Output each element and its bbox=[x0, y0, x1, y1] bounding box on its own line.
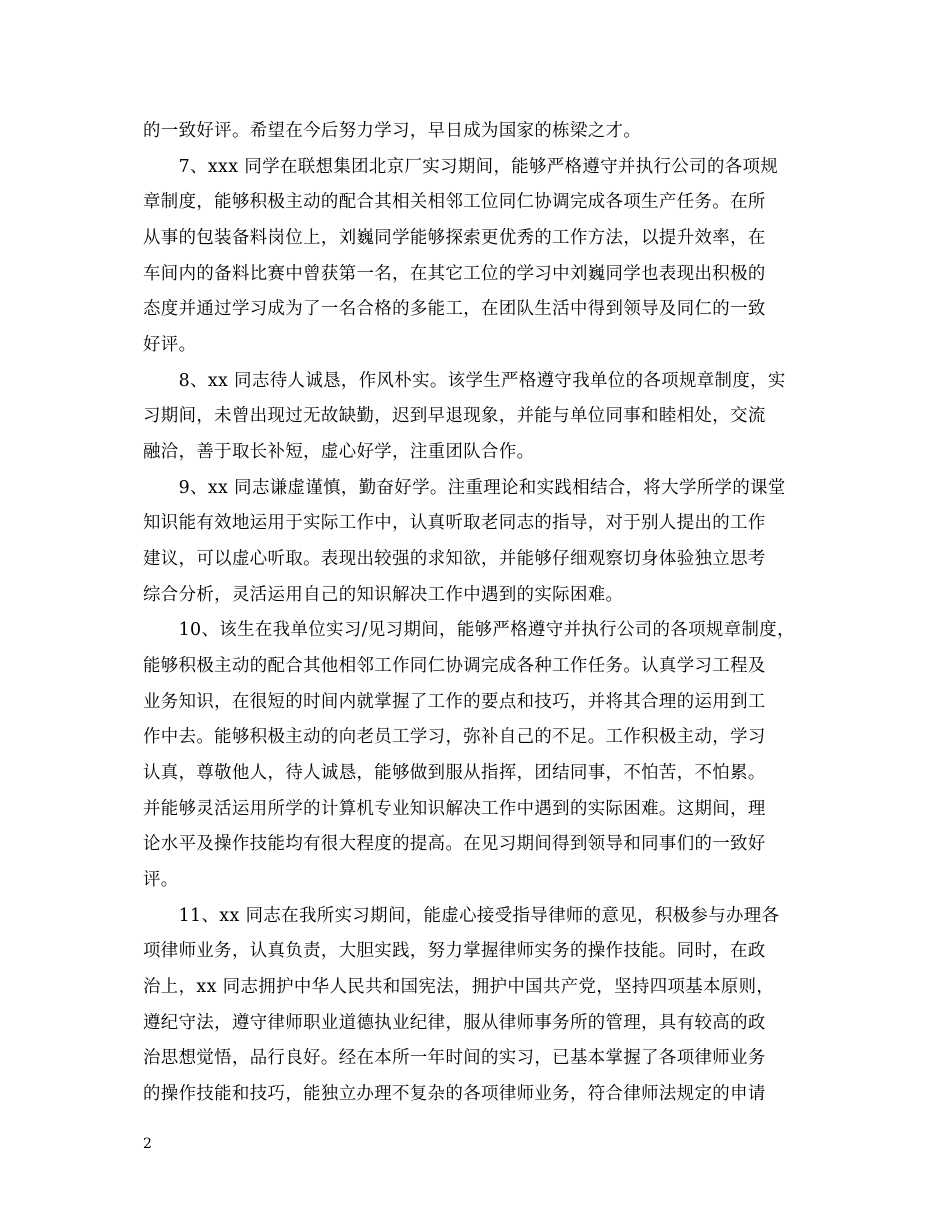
text-line: 评。 bbox=[143, 870, 179, 890]
text-line: 建议，可以虚心听取。表现出较强的求知欲，并能够仔细观察切身体验独立思考 bbox=[143, 549, 766, 569]
text-line: 好评。 bbox=[143, 335, 197, 355]
text-line: 能够积极主动的配合其他相邻工作同仁协调完成各种工作任务。认真学习工程及 bbox=[143, 656, 766, 676]
text-line: 综合分析，灵活运用自己的知识解决工作中遇到的实际困难。 bbox=[143, 585, 624, 605]
text-line: 10、该生在我单位实习/见习期间，能够严格遵守并执行公司的各项规章制度， bbox=[143, 620, 795, 640]
text-line: 治思想觉悟，品行良好。经在本所一年时间的实习，已基本掌握了各项律师业务 bbox=[143, 1048, 766, 1068]
text-line: 认真，尊敬他人，待人诚恳，能够做到服从指挥，团结同事，不怕苦，不怕累。 bbox=[143, 763, 766, 783]
text-line: 并能够灵活运用所学的计算机专业知识解决工作中遇到的实际困难。这期间，理 bbox=[143, 799, 766, 819]
text-line: 论水平及操作技能均有很大程度的提高。在见习期间得到领导和同事们的一致好 bbox=[143, 834, 766, 854]
text-line: 车间内的备料比赛中曾获第一名，在其它工位的学习中刘巍同学也表现出积极的 bbox=[143, 264, 766, 284]
text-line: 7、xxx 同学在联想集团北京厂实习期间，能够严格遵守并执行公司的各项规 bbox=[143, 157, 779, 177]
text-line: 项律师业务，认真负责，大胆实践，努力掌握律师实务的操作技能。同时，在政 bbox=[143, 941, 766, 961]
text-line: 9、xx 同志谦虚谨慎，勤奋好学。注重理论和实践相结合，将大学所学的课堂 bbox=[143, 478, 786, 498]
page-number: 2 bbox=[143, 1136, 152, 1152]
text-line: 习期间，未曾出现过无故缺勤，迟到早退现象，并能与单位同事和睦相处，交流 bbox=[143, 406, 766, 426]
text-line: 治上，xx 同志拥护中华人民共和国宪法，拥护中国共产党，坚持四项基本原则， bbox=[143, 977, 775, 997]
text-line: 态度并通过学习成为了一名合格的多能工，在团队生活中得到领导及同仁的一致 bbox=[143, 299, 766, 319]
text-line: 章制度，能够积极主动的配合其相关相邻工位同仁协调完成各项生产任务。在所 bbox=[143, 192, 766, 212]
text-line: 知识能有效地运用于实际工作中，认真听取老同志的指导，对于别人提出的工作 bbox=[143, 513, 766, 533]
text-line: 11、xx 同志在我所实习期间，能虚心接受指导律师的意见，积极参与办理各 bbox=[143, 906, 780, 926]
text-line: 作中去。能够积极主动的向老员工学习，弥补自己的不足。工作积极主动，学习 bbox=[143, 727, 766, 747]
text-line: 从事的包装备料岗位上，刘巍同学能够探索更优秀的工作方法，以提升效率，在 bbox=[143, 228, 766, 248]
text-line: 的一致好评。希望在今后努力学习，早日成为国家的栋梁之才。 bbox=[143, 121, 642, 141]
text-line: 8、xx 同志待人诚恳，作风朴实。该学生严格遵守我单位的各项规章制度，实 bbox=[143, 371, 786, 391]
text-line: 遵纪守法，遵守律师职业道德执业纪律，服从律师事务所的管理，具有较高的政 bbox=[143, 1013, 766, 1033]
text-line: 的操作技能和技巧，能独立办理不复杂的各项律师业务，符合律师法规定的申请 bbox=[143, 1084, 766, 1104]
text-line: 融洽，善于取长补短，虚心好学，注重团队合作。 bbox=[143, 442, 535, 462]
text-line: 业务知识，在很短的时间内就掌握了工作的要点和技巧，并将其合理的运用到工 bbox=[143, 692, 766, 712]
